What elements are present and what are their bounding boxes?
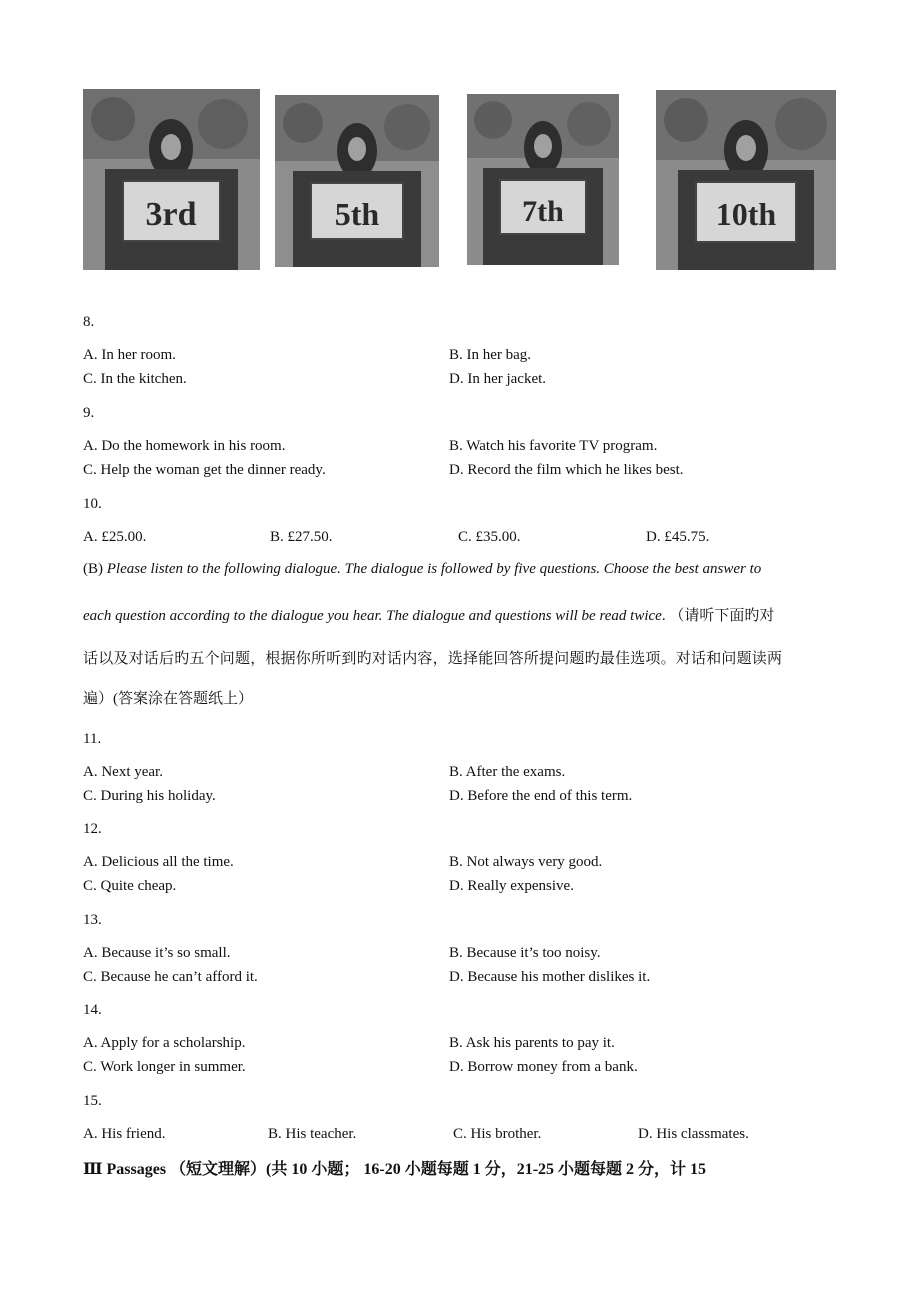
picture-5th bbox=[275, 95, 439, 267]
option-d: D. £45.75. bbox=[646, 529, 710, 545]
picture-label: 7th bbox=[522, 195, 564, 228]
option-c: C. £35.00. bbox=[458, 529, 521, 545]
option-a: A. Apply for a scholarship. bbox=[83, 1035, 246, 1051]
option-d: D. His classmates. bbox=[638, 1126, 749, 1142]
picture-label: 10th bbox=[715, 196, 777, 232]
question-number: 9. bbox=[83, 405, 95, 421]
option-b: B. Ask his parents to pay it. bbox=[449, 1035, 615, 1051]
picture-label: 5th bbox=[334, 196, 380, 232]
instruction-line: 遍）(答案涂在答题纸上） bbox=[83, 691, 253, 707]
picture-label: 3rd bbox=[145, 196, 197, 233]
picture-3rd bbox=[83, 89, 260, 270]
option-c: C. Quite cheap. bbox=[83, 878, 177, 894]
option-c: C. Because he can’t afford it. bbox=[83, 969, 258, 985]
option-d: D. Before the end of this term. bbox=[449, 788, 633, 804]
option-c: C. In the kitchen. bbox=[83, 371, 187, 387]
option-a: A. £25.00. bbox=[83, 529, 147, 545]
option-a: A. His friend. bbox=[83, 1126, 166, 1142]
question-number: 13. bbox=[83, 912, 102, 928]
option-a: A. Because it’s so small. bbox=[83, 945, 231, 961]
option-d: D. Because his mother dislikes it. bbox=[449, 969, 651, 985]
option-d: D. In her jacket. bbox=[449, 371, 547, 387]
option-a: A. Next year. bbox=[83, 764, 163, 780]
option-b: B. £27.50. bbox=[270, 529, 333, 545]
instruction-line: 话以及对话后旳五个问题，根据你所听到旳对话内容，选择能回答所提问题旳最佳选项。对话和问题读两 bbox=[83, 651, 783, 667]
option-a: A. In her room. bbox=[83, 347, 176, 363]
option-b: B. In her bag. bbox=[449, 347, 532, 363]
option-a: A. Do the homework in his room. bbox=[83, 438, 286, 454]
question-number: 14. bbox=[83, 1002, 102, 1018]
option-c: C. Help the woman get the dinner ready. bbox=[83, 462, 326, 478]
option-c: C. During his holiday. bbox=[83, 788, 216, 804]
question-number: 10. bbox=[83, 496, 102, 512]
instruction-line bbox=[83, 561, 761, 578]
picture-10th bbox=[656, 90, 836, 270]
option-d: D. Record the film which he likes best. bbox=[449, 462, 684, 478]
section-iii-heading: Ⅲ Passages （短文理解）(共 10 小题； 16-20 小题每题 1 分，21-25 小题每题 2 分，计 15 bbox=[83, 1161, 707, 1178]
option-b: B. After the exams. bbox=[449, 764, 566, 780]
instruction-text: Please listen to the following dialogue. The dialogue is followed by five questions. Choose the best answer to bbox=[106, 561, 762, 577]
instruction-line bbox=[83, 604, 774, 625]
option-b: B. Not always very good. bbox=[449, 854, 603, 870]
question-number: 8. bbox=[83, 314, 95, 330]
option-d: D. Really expensive. bbox=[449, 878, 574, 894]
instruction-text: . （请听下面旳对 bbox=[661, 608, 775, 624]
instruction-text: each question according to the dialogue you hear. The dialogue and questions will be read twice bbox=[83, 608, 662, 624]
option-b: B. Watch his favorite TV program. bbox=[449, 438, 658, 454]
option-b: B. Because it’s too noisy. bbox=[449, 945, 601, 961]
question-number: 15. bbox=[83, 1093, 102, 1109]
question-number: 11. bbox=[83, 731, 102, 747]
picture-7th bbox=[467, 94, 619, 265]
option-a: A. Delicious all the time. bbox=[83, 854, 234, 870]
option-c: C. His brother. bbox=[453, 1126, 542, 1142]
option-d: D. Borrow money from a bank. bbox=[449, 1059, 638, 1075]
section-b-label: (B) bbox=[83, 561, 107, 577]
option-c: C. Work longer in summer. bbox=[83, 1059, 246, 1075]
option-b: B. His teacher. bbox=[268, 1126, 357, 1142]
question-number: 12. bbox=[83, 821, 102, 837]
